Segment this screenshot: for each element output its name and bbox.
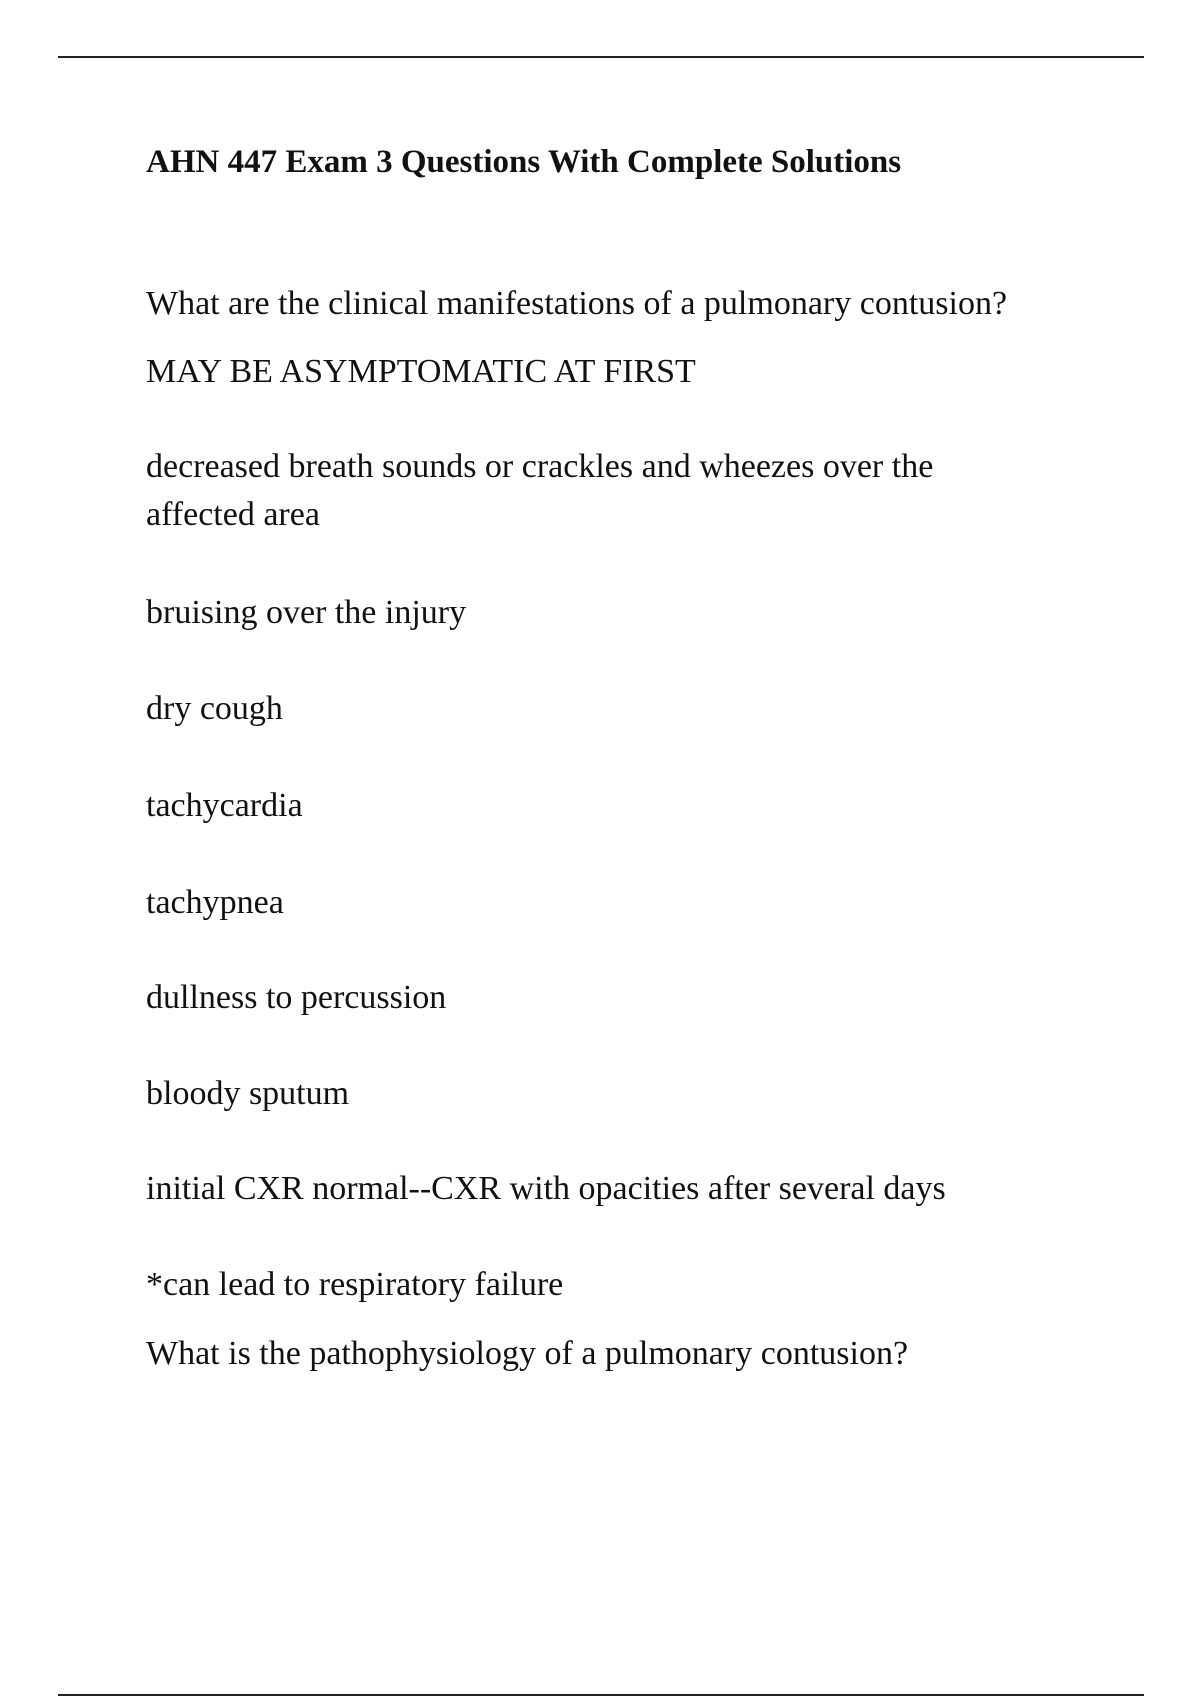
- manifestation-item: dry cough: [146, 690, 283, 727]
- manifestation-item: bloody sputum: [146, 1075, 350, 1112]
- manifestation-item: decreased breath sounds or crackles and wheezes over the affected area: [146, 448, 934, 533]
- document-title: AHN 447 Exam 3 Questions With Complete Solutions: [146, 144, 902, 180]
- top-rule: [58, 56, 1144, 58]
- question-1: What are the clinical manifestations of a pulmonary contusion?: [146, 285, 1008, 322]
- manifestation-item: bruising over the injury: [146, 594, 467, 631]
- manifestation-item: tachypnea: [146, 884, 284, 921]
- bottom-rule: [58, 1694, 1144, 1696]
- manifestation-item: tachycardia: [146, 787, 303, 824]
- question-2: What is the pathophysiology of a pulmonary contusion?: [146, 1335, 909, 1372]
- answer-intro: MAY BE ASYMPTOMATIC AT FIRST: [146, 353, 696, 390]
- manifestation-item: initial CXR normal--CXR with opacities after several days: [146, 1170, 946, 1207]
- manifestation-item: dullness to percussion: [146, 979, 447, 1016]
- manifestation-item: *can lead to respiratory failure: [146, 1266, 564, 1303]
